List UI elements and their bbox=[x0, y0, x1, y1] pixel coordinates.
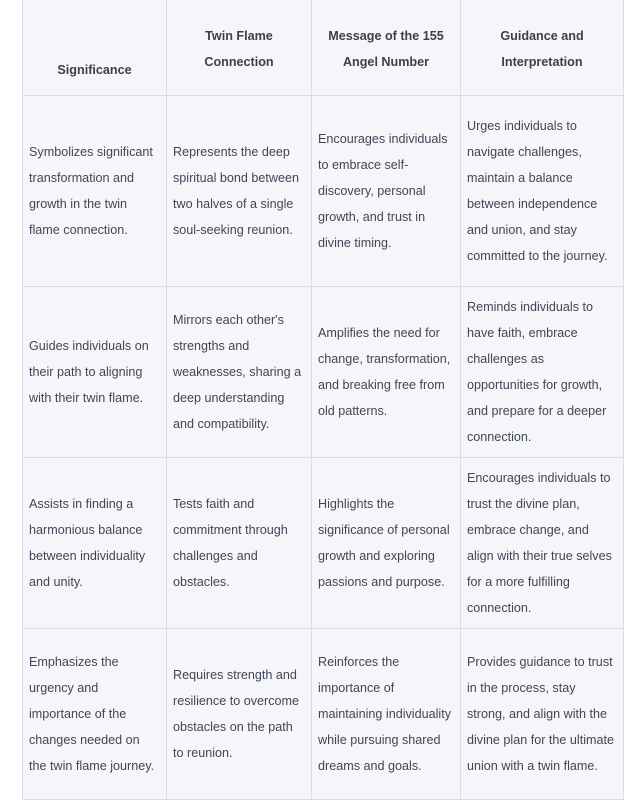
cell-guidance: Encourages individuals to trust the divine plan, embrace change, and align with their true selves for a more fulfilling connection. bbox=[461, 457, 624, 628]
cell-connection: Tests faith and commitment through challenges and obstacles. bbox=[167, 457, 312, 628]
table-header-row bbox=[23, 0, 624, 95]
header-twin-flame-connection: Twin Flame Connection bbox=[167, 0, 312, 95]
cell-message: Amplifies the need for change, transformation, and breaking free from old patterns. bbox=[312, 286, 461, 457]
cell-guidance: Provides guidance to trust in the process, stay strong, and align with the divine plan for the ultimate union with a twin flame. bbox=[461, 628, 624, 799]
cell-guidance: Urges individuals to navigate challenges, maintain a balance between independence and union, and stay committed to the journey. bbox=[461, 95, 624, 286]
header-message: Message of the 155 Angel Number bbox=[312, 0, 461, 95]
cell-message: Highlights the significance of personal growth and exploring passions and purpose. bbox=[312, 457, 461, 628]
cell-message: Reinforces the importance of maintaining individuality while pursuing shared dreams and goals. bbox=[312, 628, 461, 799]
table-row bbox=[23, 95, 624, 286]
table-row bbox=[23, 457, 624, 628]
cell-significance: Guides individuals on their path to aligning with their twin flame. bbox=[23, 286, 167, 457]
cell-connection: Mirrors each other's strengths and weaknesses, sharing a deep understanding and compatibility. bbox=[167, 286, 312, 457]
cell-significance: Emphasizes the urgency and importance of the changes needed on the twin flame journey. bbox=[23, 628, 167, 799]
cell-connection: Represents the deep spiritual bond between two halves of a single soul-seeking reunion. bbox=[167, 95, 312, 286]
cell-significance: Symbolizes significant transformation and growth in the twin flame connection. bbox=[23, 95, 167, 286]
cell-significance: Assists in finding a harmonious balance between individuality and unity. bbox=[23, 457, 167, 628]
table-row bbox=[23, 286, 624, 457]
twin-flame-table bbox=[22, 0, 624, 800]
cell-connection: Requires strength and resilience to overcome obstacles on the path to reunion. bbox=[167, 628, 312, 799]
header-significance: Significance bbox=[23, 0, 167, 95]
header-guidance: Guidance and Interpretation bbox=[461, 0, 624, 95]
table-row bbox=[23, 628, 624, 799]
cell-message: Encourages individuals to embrace self-discovery, personal growth, and trust in divine timing. bbox=[312, 95, 461, 286]
cell-guidance: Reminds individuals to have faith, embrace challenges as opportunities for growth, and prepare for a deeper connection. bbox=[461, 286, 624, 457]
twin-flame-table-container bbox=[22, 0, 623, 800]
